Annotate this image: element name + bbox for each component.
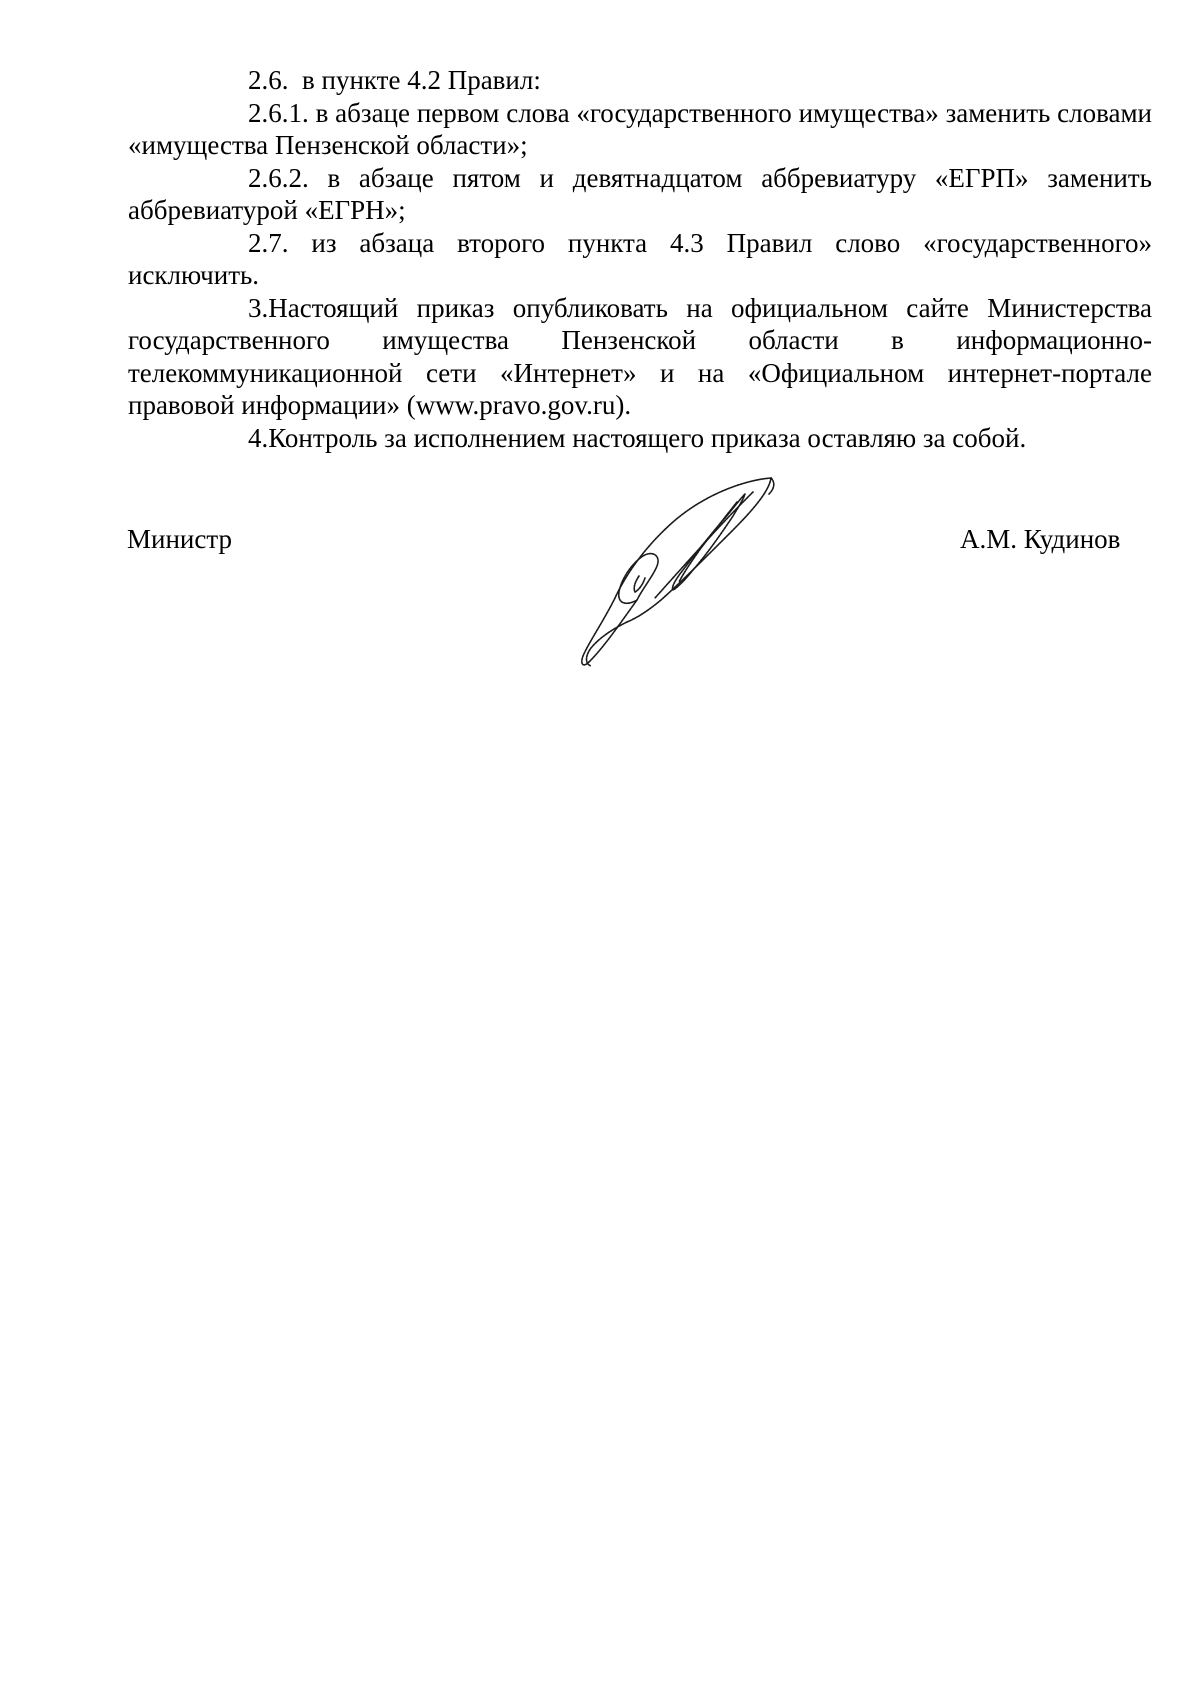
paragraph-number: 2.6. (248, 65, 289, 95)
paragraph-text: в пункте 4.2 Правил: (302, 65, 541, 95)
paragraph-number: 2.6.1. (248, 97, 309, 128)
paragraph-text: Настоящий приказ опубликовать на официальном сайте Министерства государственного имущества Пензенской области в информационно-телекоммуникационной сети «Интернет» и на «Официальном интернет-портале правовой информации» (www.pravo.gov.ru). (128, 292, 1152, 420)
paragraph-number: 2.7. (248, 227, 289, 258)
signature-block (0, 0, 1200, 700)
paragraph-number: 3. (248, 292, 269, 323)
handwritten-signature-icon (575, 472, 800, 677)
paragraph-number: 2.6.2. (248, 162, 309, 193)
paragraph-text: в абзаце пятом и девятнадцатом аббревиатуру «ЕГРП» заменить аббревиатурой «ЕГРН»; (128, 162, 1152, 225)
paragraph-text: из абзаца второго пункта 4.3 Правил слово «государственного» исключить. (128, 227, 1153, 290)
signer-name: А.М. Кудинов (960, 524, 1121, 554)
paragraph-number: 4. (248, 422, 269, 453)
paragraph-text: Контроль за исполнением настоящего приказа оставляю за собой. (268, 422, 1027, 453)
paragraph-text: в абзаце первом слова «государственного имущества» заменить словами «имущества Пензенской области»; (128, 97, 1153, 160)
signer-position: Министр (127, 524, 232, 554)
